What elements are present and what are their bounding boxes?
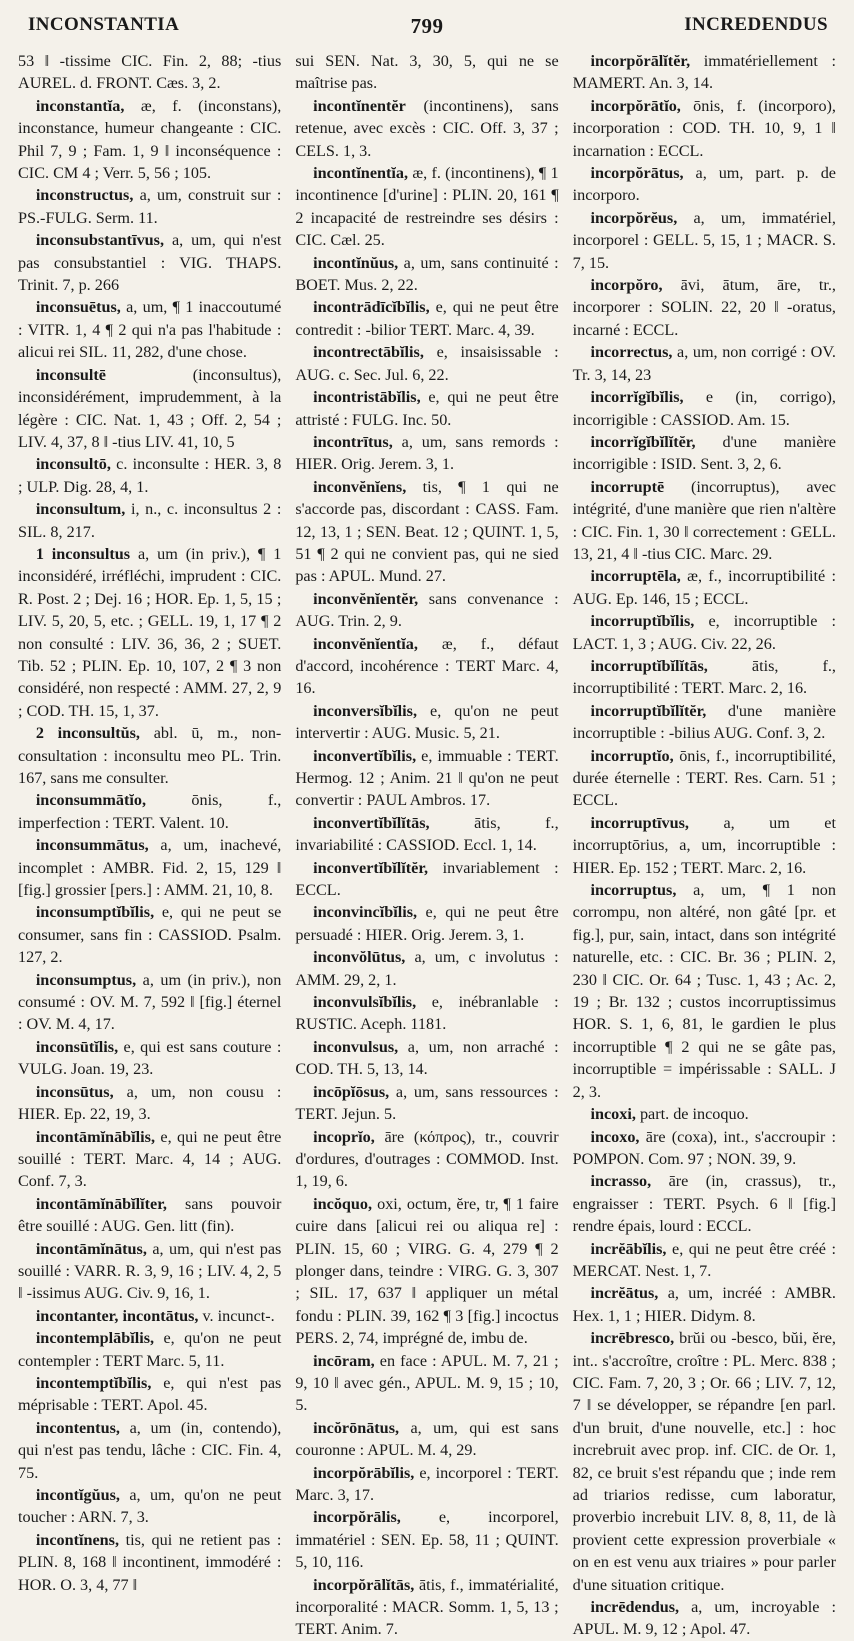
dictionary-entry bbox=[573, 1282, 836, 1327]
dictionary-entry bbox=[18, 95, 281, 185]
dictionary-entry bbox=[573, 565, 836, 610]
entry-headword: incorpŏrābĭlis, bbox=[313, 1463, 415, 1482]
dictionary-entry bbox=[573, 879, 836, 1103]
dictionary-entry bbox=[18, 498, 281, 543]
entry-headword: incontemptĭbĭlis, bbox=[35, 1373, 152, 1392]
dictionary-entry bbox=[295, 296, 558, 341]
entry-definition: āvi, ātum, āre, tr., incorporer : SOLIN. 22, 20 ‖ -oratus, incarné : ECCL. bbox=[572, 276, 836, 339]
entry-headword: incorpŏrātĭo, bbox=[590, 96, 681, 115]
entry-definition: (incontinens), sans retenue, avec excès : CIC. Off. 3, 37 ; CELS. 1, 3. bbox=[295, 96, 559, 160]
dictionary-entry bbox=[295, 341, 558, 386]
dictionary-entry bbox=[573, 610, 836, 655]
entry-headword: incorpŏrātus, bbox=[590, 164, 684, 183]
dictionary-entry bbox=[573, 431, 836, 476]
entry-headword: incontanter, incontātus, bbox=[35, 1306, 199, 1325]
entry-definition: tis, qui ne retient pas : PLIN. 8, 168 ‖ incontinent, immodéré : HOR. O. 3, 4, 77 ‖ bbox=[18, 1530, 282, 1594]
entry-headword: incorruptēla, bbox=[590, 567, 681, 586]
page-number: 799 bbox=[410, 14, 444, 38]
entry-headword: incontāmĭnābĭlĭter, bbox=[35, 1194, 167, 1213]
entry-definition: ātis, f., invariabilité : CASSIOD. Eccl. 1, 14. bbox=[295, 813, 559, 855]
dictionary-entry bbox=[295, 991, 558, 1036]
column-middle bbox=[295, 50, 559, 1639]
entry-definition: a, um, sans remords : HIER. Orig. Jerem. 3, 1. bbox=[295, 432, 559, 474]
dictionary-entry bbox=[295, 1126, 558, 1193]
entry-headword: incrēdendus, bbox=[590, 1598, 680, 1617]
dictionary-entry bbox=[573, 1327, 836, 1596]
entry-headword: incōram, bbox=[313, 1351, 375, 1370]
entry-definition: ātis, f., incorruptibilité : TERT. Marc. 2, 16. bbox=[572, 656, 836, 698]
entry-headword: inconvulsus, bbox=[313, 1037, 399, 1056]
entry-definition: e, immuable : TERT. Hermog. 12 ; Anim. 21 ‖ qu'on ne peut convertir : PAUL Ambros. 17. bbox=[295, 746, 559, 810]
entry-headword: incorpŏrālis, bbox=[313, 1508, 401, 1527]
dictionary-entry bbox=[573, 1596, 836, 1641]
entry-headword: incorruptus, bbox=[590, 881, 677, 900]
entry-headword: inconversĭbĭlis, bbox=[313, 701, 418, 720]
entry-definition: a, um, c involutus : AMM. 29, 2, 1. bbox=[295, 948, 559, 989]
entry-headword: inconvĕnĭens, bbox=[313, 477, 407, 496]
entry-definition: a, um (in priv.), non consumé : OV. M. 7, 592 ‖ [fig.] éternel : OV. M. 4, 17. bbox=[18, 970, 282, 1034]
entry-definition: a, um, inachevé, incomplet : AMBR. Fid. 2, 15, 129 ‖ [fig.] grossier [pers.] : AMM. 21, 10, 8. bbox=[18, 836, 282, 900]
dictionary-entry bbox=[573, 745, 836, 812]
entry-definition: ōnis, f. (incorporo), incorporation : COD. TH. 10, 9, 1 ‖ incarnation : ECCL. bbox=[572, 96, 836, 160]
entry-headword: inconsūtus, bbox=[35, 1082, 114, 1101]
page-header bbox=[20, 10, 834, 44]
entry-definition: a, um, qui n'est pas consubstantiel : VIG. THAPS. Trinit. 7, p. 266 bbox=[18, 231, 282, 295]
entry-definition: ōnis, f., imperfection : TERT. Valent. 10. bbox=[18, 791, 282, 832]
entry-definition: a, um, construit sur : PS.-FULG. Serm. 11. bbox=[18, 186, 282, 227]
entry-definition: immatériellement : MAMERT. An. 3, 14. bbox=[572, 52, 836, 93]
dictionary-entry bbox=[295, 700, 558, 745]
dictionary-entry bbox=[18, 296, 281, 363]
column-right bbox=[572, 50, 836, 1639]
entry-definition: sans convenance : AUG. Trin. 2, 9. bbox=[295, 589, 559, 631]
entry-definition: a, um (in, contendo), qui n'est pas tendu, lâche : CIC. Fin. 4, 75. bbox=[18, 1418, 282, 1482]
dictionary-entry bbox=[18, 1327, 281, 1372]
entry-headword: inconvĕnĭentĕr, bbox=[313, 589, 419, 608]
entry-definition: a, um, qu'on ne peut toucher : ARN. 7, 3. bbox=[18, 1486, 282, 1527]
entry-headword: incōpĭōsus, bbox=[313, 1082, 390, 1101]
entry-headword: inconvertĭbĭlis, bbox=[313, 746, 417, 765]
entry-definition: tis, ¶ 1 qui ne s'accorde pas, discordant : CASS. Fam. 12, 13, 1 ; SEN. Beat. 12 ; QUINT. 1, 5, 51 ¶ 2 qui ne convient pas, qui ne sied pas : APUL. Mund. 27. bbox=[295, 477, 559, 586]
entry-definition: a, um, ¶ 1 non corrompu, non altéré, non gâté [pr. et fig.], pur, sain, intact, dans son intégrité naturelle, etc. : CIC. Br. 36 ; PLIN. 2, 230 ‖ CIC. Or. 64 ; Tusc. 1, 43 ; Ac. 2, 19 ; Br. 132 ; custos incorruptissimus HOR. S. 1, 6, 81, le gardien le plus incorruptible ¶ 2 qui ne se gâte pas, incorruptible = impérissable : SALL. J 2, 3. bbox=[572, 881, 836, 1101]
dictionary-entry bbox=[573, 655, 836, 700]
entry-definition: d'une manière incorrigible : ISID. Sent. 3, 2, 6. bbox=[572, 432, 836, 474]
entry-definition: 53 ‖ -tissime CIC. Fin. 2, 88; -tius AUREL. d. FRONT. Cæs. 3, 2. bbox=[18, 52, 282, 93]
entry-definition: a, um, incréé : AMBR. Hex. 1, 1 ; HIER. Didym. 8. bbox=[572, 1284, 836, 1325]
dictionary-entry bbox=[18, 364, 281, 454]
dictionary-entry bbox=[573, 1238, 836, 1283]
entry-definition: a, um, immatériel, incorporel : GELL. 5, 15, 1 ; MACR. S. 7, 15. bbox=[572, 208, 836, 272]
entry-definition: āre (κόπρος), tr., couvrir d'ordures, d'outrages : COMMOD. Inst. 1, 19, 6. bbox=[295, 1127, 559, 1191]
entry-headword: inconvulsĭbĭlis, bbox=[313, 993, 417, 1012]
dictionary-entry bbox=[18, 1238, 281, 1305]
dictionary-entry bbox=[18, 789, 281, 834]
entry-definition: e, insaisissable : AUG. c. Sec. Jul. 6, 22. bbox=[295, 343, 559, 384]
dictionary-entry bbox=[18, 184, 281, 229]
dictionary-entry bbox=[573, 95, 836, 162]
dictionary-entry bbox=[295, 588, 558, 633]
entry-headword: inconsummātus, bbox=[35, 836, 149, 855]
entry-definition: i, n., c. inconsultus 2 : SIL. 8, 217. bbox=[18, 500, 282, 541]
entry-headword: incrēbresco, bbox=[590, 1329, 675, 1348]
dictionary-entry bbox=[295, 252, 558, 297]
entry-definition: æ, f., incorruptibilité : AUG. Ep. 146, 15 ; ECCL. bbox=[572, 567, 836, 608]
entry-headword: incorrĭgĭbĭlĭtĕr, bbox=[590, 432, 696, 451]
entry-headword: incorpŏro, bbox=[590, 276, 663, 295]
entry-headword: incorruptĭo, bbox=[590, 746, 674, 765]
entry-headword: incorruptĭbĭlĭtās, bbox=[590, 656, 708, 675]
entry-headword: incrasso, bbox=[590, 1172, 652, 1191]
entry-definition: e, qu'on ne peut contempler : TERT Marc. 5, 11. bbox=[18, 1329, 282, 1370]
entry-definition: (incorruptus), avec intégrité, d'une manière que rien n'altère : CIC. Fin. 1, 30 ‖ correctement : GELL. 13, 21, 4 ‖ -tius CIC. Marc. 29. bbox=[572, 477, 836, 563]
entry-headword: incrĕābĭlis, bbox=[590, 1239, 667, 1258]
entry-definition: e, inébranlable : RUSTIC. Aceph. 1181. bbox=[295, 993, 559, 1034]
entry-headword: inconsultum, bbox=[35, 500, 126, 519]
entry-headword: incorpŏrālĭtās, bbox=[313, 1575, 415, 1594]
dictionary-entry bbox=[573, 812, 836, 879]
entry-definition: invariablement : ECCL. bbox=[295, 858, 559, 900]
entry-definition: (inconsultus), inconsidérément, imprudemment, à la légère : CIC. Nat. 1, 43 ; Off. 2, 54 ; LIV. 4, 37, 8 ‖ -tius LIV. 41, 10, 5 bbox=[18, 365, 282, 451]
entry-headword: incŏrōnātus, bbox=[313, 1418, 400, 1437]
dictionary-entry bbox=[18, 543, 281, 722]
entry-headword: incontrītus, bbox=[313, 432, 393, 451]
entry-headword: incorruptē bbox=[590, 477, 665, 496]
entry-definition: a, um, non arraché : COD. TH. 5, 13, 14. bbox=[295, 1037, 559, 1079]
dictionary-entry bbox=[295, 946, 558, 991]
entry-definition: e, qui ne peut être attristé : FULG. Inc. 50. bbox=[295, 388, 559, 429]
dictionary-entry bbox=[295, 50, 558, 95]
entry-headword: inconvertĭbĭlĭtĕr, bbox=[313, 858, 429, 877]
entry-definition: æ, f. (inconstans), inconstance, humeur changeante : CIC. Phil 7, 9 ; Fam. 1, 9 ‖ inconséquence : CIC. CM 4 ; Verr. 5, 56 ; 105. bbox=[18, 96, 282, 183]
entry-headword: incorruptīvus, bbox=[590, 813, 689, 832]
dictionary-entry bbox=[295, 1081, 558, 1126]
entry-definition: c. inconsulte : HER. 3, 8 ; ULP. Dig. 28, 4, 1. bbox=[18, 455, 282, 496]
entry-definition: a, um et incorruptōrius, a, um, incorruptible : HIER. Ep. 152 ; TERT. Marc. 2, 16. bbox=[572, 813, 836, 877]
dictionary-entry bbox=[18, 1529, 281, 1596]
dictionary-entry bbox=[18, 1193, 281, 1238]
entry-definition: a, um, part. p. de incorporo. bbox=[572, 164, 836, 205]
entry-headword: incontristābĭlis, bbox=[313, 388, 421, 407]
entry-headword: incontentus, bbox=[35, 1418, 120, 1437]
entry-headword: incontĭnŭus, bbox=[313, 253, 399, 272]
entry-definition: e, qui n'est pas méprisable : TERT. Apol. 45. bbox=[18, 1373, 282, 1415]
entry-definition: æ, f., défaut d'accord, incohérence : TERT Marc. 4, 16. bbox=[295, 634, 559, 698]
entry-definition: āre (coxa), int., s'accroupir : POMPON. Com. 97 ; NON. 39, 9. bbox=[572, 1127, 836, 1168]
entry-definition: e, qu'on ne peut intervertir : AUG. Music. 5, 21. bbox=[295, 701, 559, 743]
dictionary-entry bbox=[295, 1036, 558, 1081]
dictionary-entry bbox=[295, 431, 558, 476]
entry-definition: ātis, f., immatérialité, incorporalité : MACR. Somm. 1, 5, 13 ; TERT. Anim. 7. bbox=[295, 1575, 559, 1639]
dictionary-entry bbox=[18, 969, 281, 1036]
dictionary-entry bbox=[295, 857, 558, 902]
entry-headword: incorrectus, bbox=[590, 343, 673, 362]
entry-headword: incontĭnens, bbox=[35, 1530, 120, 1549]
entry-definition: a, um, non cousu : HIER. Ep. 22, 19, 3. bbox=[18, 1082, 282, 1124]
dictionary-entry bbox=[18, 1417, 281, 1484]
entry-headword: incontĭgŭus, bbox=[35, 1486, 120, 1504]
entry-headword: inconvincĭbĭlis, bbox=[313, 903, 418, 922]
entry-headword: 1 inconsultus bbox=[35, 544, 131, 563]
dictionary-entry bbox=[295, 812, 558, 857]
entry-headword: incontĭnentĕr bbox=[313, 96, 406, 115]
dictionary-entry bbox=[573, 162, 836, 207]
entry-definition: sui SEN. Nat. 3, 30, 5, qui ne se maîtrise pas. bbox=[295, 52, 559, 93]
dictionary-entry bbox=[573, 50, 836, 95]
dictionary-entry bbox=[18, 1305, 281, 1327]
entry-headword: incoxo, bbox=[590, 1127, 640, 1146]
dictionary-entry bbox=[295, 162, 558, 252]
entry-headword: incontemplābĭlis, bbox=[35, 1329, 155, 1348]
entry-headword: incontāmĭnātus, bbox=[35, 1239, 147, 1258]
entry-definition: e, qui ne peut être persuadé : HIER. Orig. Jerem. 3, 1. bbox=[295, 903, 559, 944]
dictionary-entry bbox=[573, 207, 836, 274]
dictionary-entry bbox=[18, 901, 281, 968]
entry-headword: incorruptĭbĭlis, bbox=[590, 612, 695, 631]
entry-definition: a, um, sans ressources : TERT. Jejun. 5. bbox=[295, 1082, 559, 1124]
entry-headword: incorrĭgĭbĭlis, bbox=[590, 388, 684, 407]
dictionary-entry bbox=[295, 633, 558, 700]
dictionary-entry bbox=[573, 341, 836, 386]
dictionary-entry bbox=[18, 834, 281, 901]
entry-definition: d'une manière incorruptible : -bilius AUG. Conf. 3, 2. bbox=[572, 701, 836, 743]
entry-headword: inconsumptĭbĭlis, bbox=[35, 903, 155, 922]
entry-headword: inconsuētus, bbox=[35, 298, 121, 317]
entry-definition: a, um, non corrigé : OV. Tr. 3, 14, 23 bbox=[572, 343, 836, 384]
dictionary-entry bbox=[295, 1574, 558, 1641]
entry-definition: e, qui ne peut être contredit : -bilior TERT. Marc. 4, 39. bbox=[295, 298, 559, 339]
dictionary-entry bbox=[18, 229, 281, 296]
dictionary-entry bbox=[295, 1462, 558, 1507]
dictionary-entry bbox=[295, 745, 558, 812]
dictionary-entry bbox=[18, 1036, 281, 1081]
entry-headword: incontrectābĭlis, bbox=[313, 343, 424, 362]
entry-headword: inconvĕnĭentĭa, bbox=[313, 634, 418, 653]
dictionary-entry bbox=[295, 901, 558, 946]
dictionary-entry bbox=[573, 386, 836, 431]
entry-definition: e, qui est sans couture : VULG. Joan. 19, 23. bbox=[18, 1037, 282, 1079]
dictionary-entry bbox=[18, 1126, 281, 1193]
entry-headword: incorpŏrĕus, bbox=[590, 208, 678, 227]
entry-headword: incoxi, bbox=[590, 1105, 636, 1124]
dictionary-entry bbox=[573, 274, 836, 341]
entry-definition: e (in, corrigo), incorrigible : CASSIOD. Am. 15. bbox=[572, 388, 836, 429]
entry-headword: inconvertĭbĭlĭtās, bbox=[313, 813, 430, 832]
entry-definition: e, incorporel, immatériel : SEN. Ep. 58, 11 ; QUINT. 5, 10, 116. bbox=[295, 1508, 559, 1572]
dictionary-entry bbox=[18, 1372, 281, 1417]
entry-headword: inconsubstantīvus, bbox=[35, 231, 165, 250]
dictionary-entry bbox=[295, 1350, 558, 1417]
running-head-left: INCONSTANTIA bbox=[28, 14, 180, 35]
dictionary-entry bbox=[295, 1193, 558, 1350]
entry-definition: part. de incoquo. bbox=[635, 1105, 749, 1124]
entry-headword: inconsūtĭlis, bbox=[35, 1037, 119, 1056]
dictionary-entry bbox=[573, 476, 836, 566]
entry-definition: sans pouvoir être souillé : AUG. Gen. litt (fin). bbox=[18, 1194, 282, 1236]
entry-headword: inconsultē bbox=[35, 365, 106, 384]
entry-headword: incŏquo, bbox=[313, 1194, 373, 1213]
entry-definition: e, qui ne peut se consumer, sans fin : CASSIOD. Psalm. 127, 2. bbox=[18, 903, 282, 967]
dictionary-entry bbox=[573, 1126, 836, 1171]
entry-definition: a, um, qui est sans couronne : APUL. M. 4, 29. bbox=[295, 1418, 559, 1460]
entry-definition: a, um, ¶ 1 inaccoutumé : VITR. 1, 4 ¶ 2 qui n'a pas l'habitude : alicui rei SIL. 11, 282, d'une chose. bbox=[18, 298, 282, 362]
column-left bbox=[18, 50, 282, 1594]
dictionary-entry bbox=[573, 1170, 836, 1237]
entry-headword: incoprĭo, bbox=[313, 1127, 375, 1146]
entry-headword: 2 inconsultŭs, bbox=[35, 724, 140, 743]
entry-headword: incontāmĭnābĭlis, bbox=[35, 1127, 155, 1146]
entry-definition: abl. ū, m., non-consultation : inconsultu meo PL. Trin. 167, sans me consulter. bbox=[18, 724, 282, 787]
entry-headword: incontĭnentĭa, bbox=[313, 164, 409, 183]
dictionary-entry bbox=[295, 95, 558, 162]
dictionary-entry bbox=[18, 1484, 281, 1529]
dictionary-entry bbox=[295, 1506, 558, 1573]
entry-definition: e, qui ne peut être créé : MERCAT. Nest. 1, 7. bbox=[572, 1239, 836, 1280]
entry-definition: oxi, octum, ĕre, tr, ¶ 1 faire cuire dans [alicui rei ou aliqua re] : PLIN. 15, 60 ; VIRG. G. 4, 279 ¶ 2 plonger dans, teindre : VIRG. G. 3, 307 ; SIL. 17, 637 ‖ appliquer un métal fondu : PLIN. 39, 162 ¶ 3 [fig.] incoctus PERS. 2, 74, imprégné de, imbu de. bbox=[295, 1194, 559, 1348]
entry-definition: e, incorporel : TERT. Marc. 3, 17. bbox=[295, 1463, 559, 1504]
entry-definition: brŭi ou -besco, bŭi, ĕre, int.. s'accroître, croître : PL. Merc. 838 ; CIC. Fam. 7, 20, 3 ; Or. 66 ; LIV. 7, 12, 7 ‖ se développer, se répandre [en parl. d'un bruit, d'une nouvelle, etc.] : hoc increbruit avec prop. inf. CIC. de Or. 1, 82, ce bruit s'est répandu que ; inde rem ad triarios redisse, cum laboratur, proverbio increbuit LIV. 8, 8, 11, de là provient cette expression proverbiale « on en est venu aux triaires » pour parler d'une situation critique. bbox=[572, 1329, 836, 1594]
dictionary-entry bbox=[295, 476, 558, 588]
entry-definition: e, qui ne peut être souillé : TERT. Marc. 4, 14 ; AUG. Conf. 7, 3. bbox=[18, 1127, 282, 1191]
entry-definition: en face : APUL. M. 7, 21 ; 9, 10 ‖ avec gén., APUL. M. 9, 15 ; 10, 5. bbox=[295, 1351, 559, 1415]
entry-headword: incontrādīcĭbĭlis, bbox=[313, 298, 430, 317]
entry-headword: inconsummātĭo, bbox=[35, 791, 146, 810]
dictionary-entry bbox=[18, 722, 281, 789]
entry-headword: inconvŏlūtus, bbox=[313, 948, 406, 967]
entry-definition: a, um, qui n'est pas souillé : VARR. R. 3, 9, 16 ; LIV. 4, 2, 5 ‖ -issimus AUG. Civ. 9, 16, 1. bbox=[18, 1239, 282, 1303]
dictionary-entry bbox=[18, 453, 281, 498]
columns bbox=[18, 50, 836, 1639]
entry-headword: incrĕātus, bbox=[590, 1284, 659, 1303]
entry-definition: e, incorruptible : LACT. 1, 3 ; AUG. Civ. 22, 26. bbox=[572, 612, 836, 653]
running-head-right: INCREDENDUS bbox=[684, 14, 828, 35]
dictionary-entry bbox=[18, 1081, 281, 1126]
dictionary-entry bbox=[295, 1417, 558, 1462]
entry-headword: inconstantĭa, bbox=[35, 96, 125, 115]
dictionary-entry bbox=[295, 386, 558, 431]
dictionary-entry bbox=[573, 1103, 836, 1125]
entry-definition: āre (in, crassus), tr., engraisser : TERT. Psych. 6 ‖ [fig.] rendre épais, lourd : ECCL. bbox=[572, 1172, 836, 1236]
entry-headword: incorpŏrālĭtĕr, bbox=[590, 52, 691, 70]
entry-definition: æ, f. (incontinens), ¶ 1 incontinence [d'urine] : PLIN. 20, 161 ¶ 2 incapacité de restreindre ses désirs : CIC. Cæl. 25. bbox=[295, 164, 559, 250]
entry-headword: inconsultō, bbox=[35, 455, 111, 474]
entry-headword: inconstructus, bbox=[35, 186, 134, 205]
dictionary-entry bbox=[573, 700, 836, 745]
entry-definition: a, um, sans continuité : BOET. Mus. 2, 22. bbox=[295, 253, 559, 295]
entry-definition: ōnis, f., incorruptibilité, durée éternelle : TERT. Res. Carn. 51 ; ECCL. bbox=[572, 746, 836, 810]
entry-definition: v. incunct-. bbox=[198, 1306, 275, 1325]
dictionary-entry bbox=[18, 50, 281, 95]
entry-definition: a, um (in priv.), ¶ 1 inconsidéré, irréfléchi, imprudent : CIC. R. Post. 2 ; Dej. 16 ; HOR. Ep. 1, 5, 15 ; LIV. 5, 20, 5, etc. ; GELL. 19, 1, 17 ¶ 2 non consulté : LIV. 36, 36, 2 ; SUET. Tib. 52 ; PLIN. Ep. 10, 107, 2 ¶ 3 non considéré, non respecté : AMM. 27, 2, 9 ; COD. TH. 15, 1, 37. bbox=[18, 544, 282, 720]
entry-headword: inconsumptus, bbox=[35, 970, 137, 989]
entry-headword: incorruptĭbĭlĭtĕr, bbox=[590, 701, 707, 720]
entry-definition: a, um, incroyable : APUL. M. 9, 12 ; Apol. 47. bbox=[572, 1598, 836, 1639]
